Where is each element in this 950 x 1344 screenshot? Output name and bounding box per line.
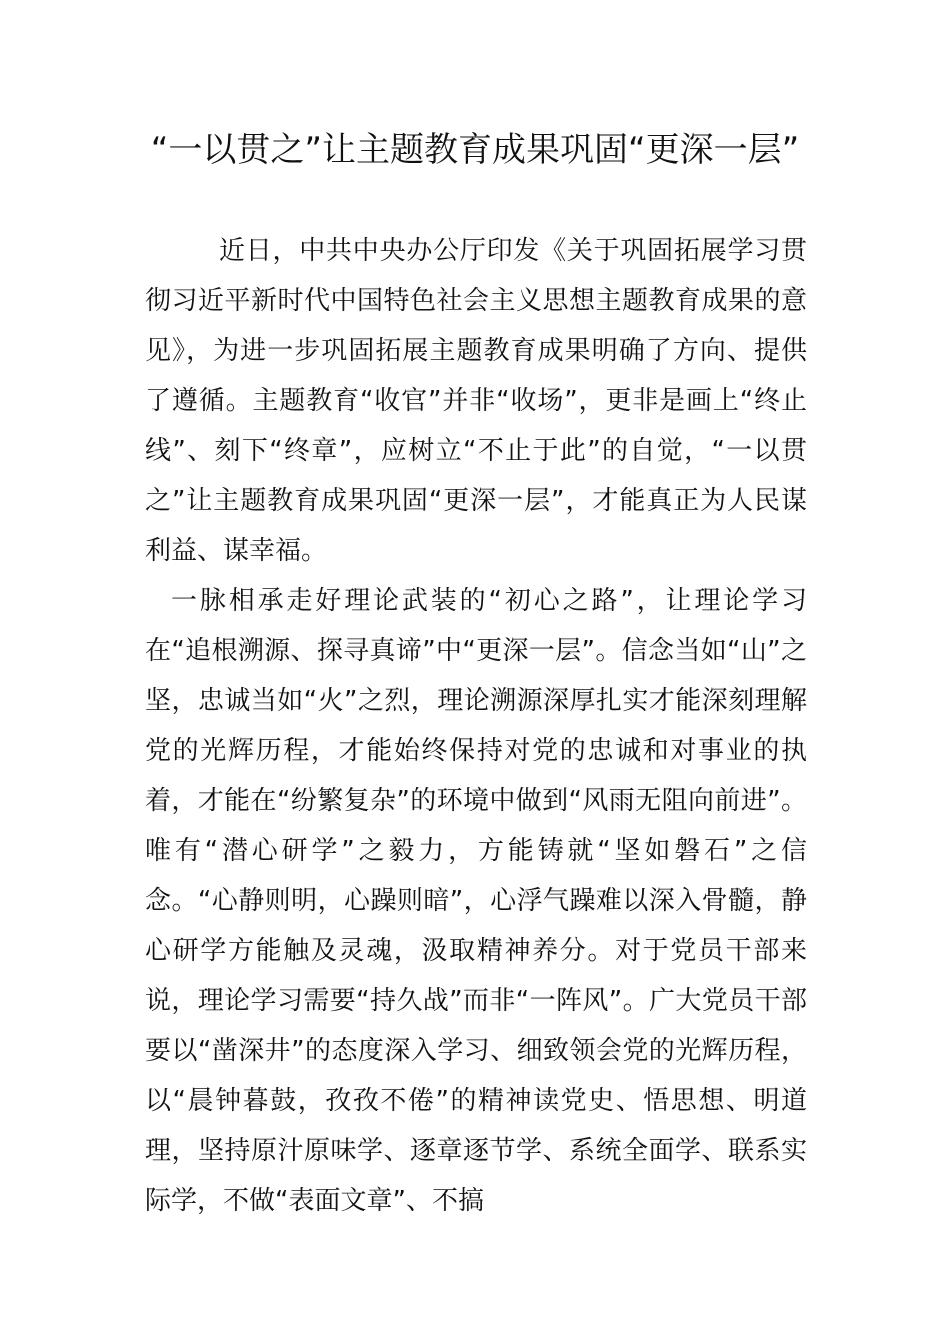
document-body bbox=[145, 226, 807, 1226]
paragraph-theory-study: 一脉相承走好理论武装的“初心之路”，让理论学习在“追根溯源、探寻真谛”中“更深一层”。信念当如“山”之坚，忠诚当如“火”之烈，理论溯源深厚扎实才能深刻理解党的光辉历程，才能始终保持对党的忠诚和对事业的执着，才能在“纷繁复杂”的环境中做到“风雨无阻向前进”。唯有“潜心研学”之毅力，方能铸就“坚如磐石”之信念。“心静则明，心躁则暗”，心浮气躁难以深入骨髓，静心研学方能触及灵魂，汲取精神养分。对于党员干部来说，理论学习需要“持久战”而非“一阵风”。广大党员干部要以“凿深井”的态度深入学习、细致领会党的光辉历程，以“晨钟暮鼓，孜孜不倦”的精神读党史、悟思想、明道理，坚持原汁原味学、逐章逐节学、系统全面学、联系实际学，不做“表面文章”、不搞 bbox=[145, 586, 807, 1216]
document-title: “一以贯之”让主题教育成果巩固“更深一层” bbox=[150, 130, 800, 170]
paragraph-intro: 近日，中共中央办公厅印发《关于巩固拓展学习贯彻习近平新时代中国特色社会主义思想主题教育成果的意见》，为进一步巩固拓展主题教育成果明确了方向、提供了遵循。主题教育“收官”并非“收场”，更非是画上“终止线”、刻下“终章”，应树立“不止于此”的自觉，“一以贯之”让主题教育成果巩固“更深一层”，才能真正为人民谋利益、谋幸福。 bbox=[145, 236, 807, 566]
